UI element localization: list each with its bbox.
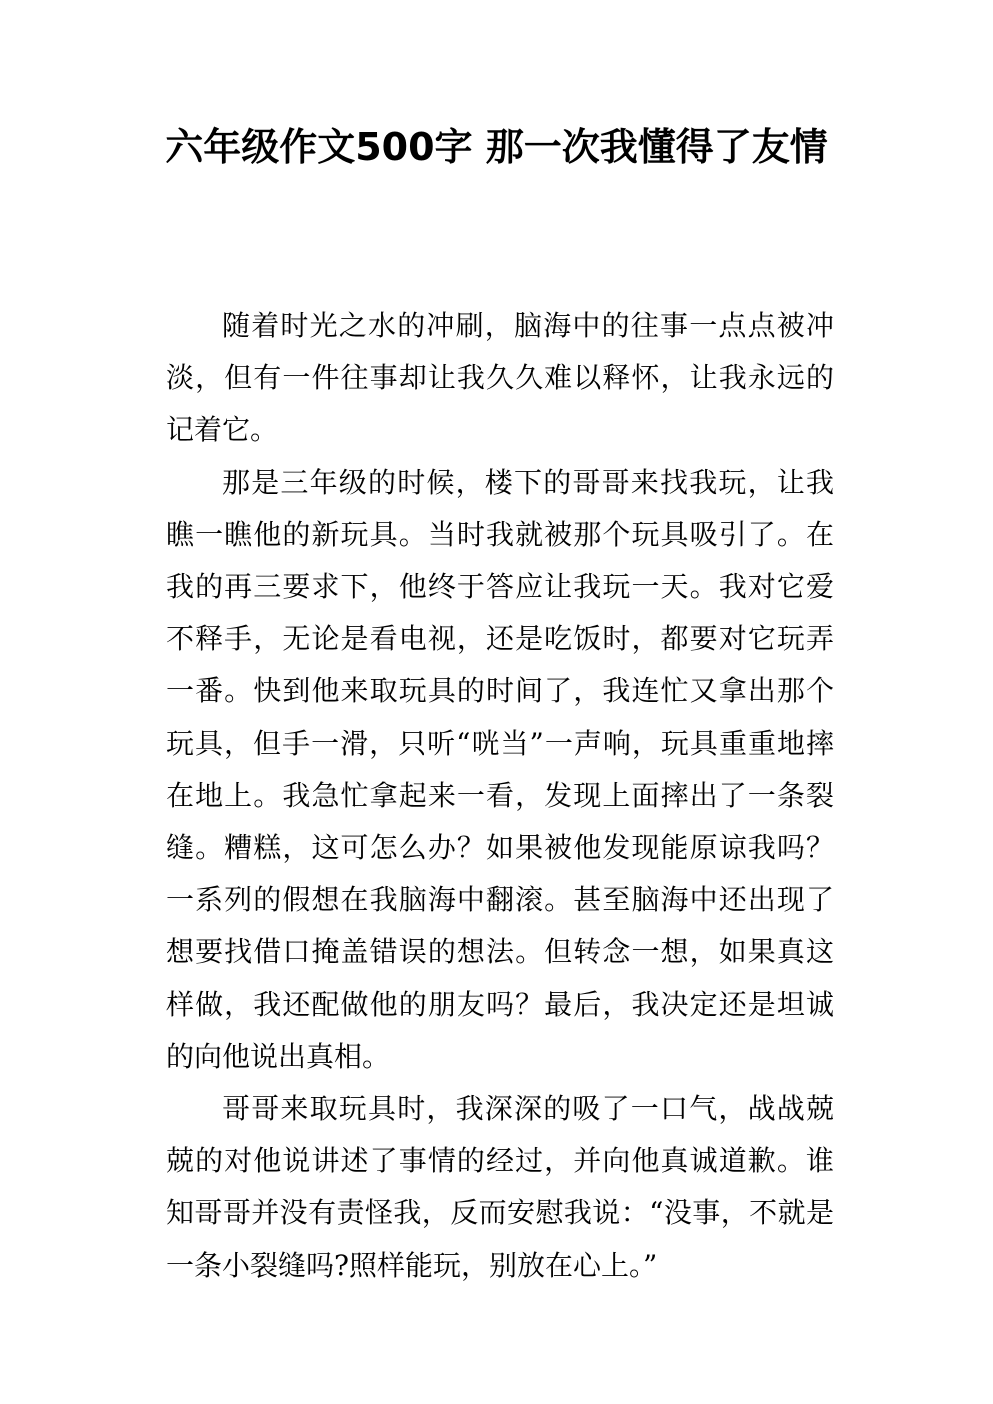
paragraph-2: 那是三年级的时候，楼下的哥哥来找我玩，让我瞧一瞧他的新玩具。当时我就被那个玩具吸引了。在我的再三要求下，他终于答应让我玩一天。我对它爱不释手，无论是看电视，还是吃饭时，都要对它玩弄一番。快到他来取玩具的时间了，我连忙又拿出那个玩具，但手一滑，只听“咣当”一声响，玩具重重地摔在地上。我急忙拿起来一看，发现上面摔出了一条裂缝。糟糕，这可怎么办？如果被他发现能原谅我吗？一系列的假想在我脑海中翻滚。甚至脑海中还出现了想要找借口掩盖错误的想法。但转念一想，如果真这样做，我还配做他的朋友吗？最后，我决定还是坦诚的向他说出真相。	[166, 465, 834, 1073]
document-body	[166, 300, 834, 1292]
paragraph-1: 随着时光之水的冲刷，脑海中的往事一点点被冲淡，但有一件往事却让我久久难以释怀，让我永远的记着它。	[166, 309, 834, 447]
document-title: 六年级作文500字 那一次我懂得了友情	[165, 125, 828, 169]
paragraph-3: 哥哥来取玩具时，我深深的吸了一口气，战战兢兢的对他说讲述了事情的经过，并向他真诚道歉。谁知哥哥并没有责怪我，反而安慰我说：“没事，不就是一条小裂缝吗?照样能玩，别放在心上。”	[166, 1092, 834, 1282]
